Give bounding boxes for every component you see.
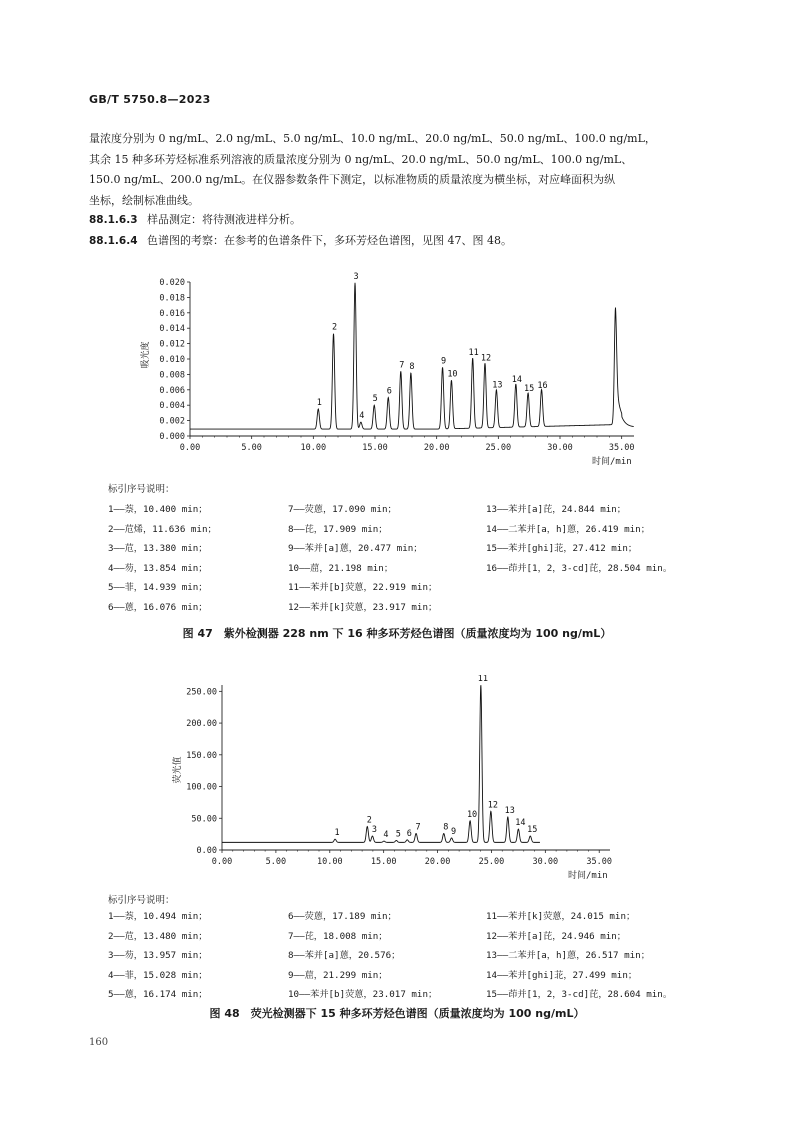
legend-item: 11——苯并[b]荧蒽，22.919 min； [288,582,438,594]
paragraph-line: 量浓度分别为 0 ng/mL、2.0 ng/mL、5.0 ng/mL、10.0 ng/mL、20.0 ng/mL、50.0 ng/mL、100.0 ng/mL， [89,132,656,145]
x-tick-label: 20.00 [424,857,451,867]
peak-label-4: 4 [359,411,365,422]
peak-label-14: 14 [515,818,526,829]
figure-47-caption: 图 47 紫外检测器 228 nm 下 16 种多环芳烃色谱图（质量浓度均为 100 ng/mL） [182,627,612,640]
peak-label-13: 13 [504,806,515,816]
peak-label-9: 9 [440,356,447,367]
peak-label-2: 2 [331,322,338,333]
legend-item: 9——苯并[a]蒽，20.477 min； [288,543,423,555]
y-tick-label: 0.016 [159,308,185,319]
figure-48-chart [0,675,794,889]
y-tick-label: 50.00 [191,814,217,825]
x-tick-label: 5.00 [241,443,262,453]
peak-label-2: 2 [366,815,372,826]
clause-88-1-6-3 [89,211,301,227]
peak-label-8: 8 [409,361,415,372]
x-tick-label: 35.00 [586,857,613,867]
legend-item: 5——菲，14.939 min； [108,582,208,594]
peak-label-15: 15 [527,825,538,836]
legend-item: 2——苊烯，11.636 min； [108,523,217,535]
figure-48-legend-title: 标引序号说明： [108,895,175,906]
figure-47-legend-title: 标引序号说明： [108,484,175,495]
x-tick-label: 20.00 [423,443,450,453]
x-tick-label: 15.00 [362,443,388,453]
paragraph-line: 150.0 ng/mL、200.0 ng/mL。在仪器参数条件下测定，以标准物质的质量浓度为横坐标，对应峰面积为纵 [89,173,616,186]
x-axis-label: 时间/min [592,457,632,467]
clause-number: 88.1.6.3 [89,214,138,226]
legend-item: 14——二苯并[a，h]蒽，26.419 min； [486,523,650,535]
legend-item: 6——蒽，16.076 min； [108,602,208,613]
legend-item: 2——苊，13.480 min； [108,930,208,942]
y-tick-label: 200.00 [186,719,217,730]
chromatogram-trace [222,685,540,842]
figure-48-caption: 图 48 荧光检测器下 15 种多环芳烃色谱图（质量浓度均为 100 ng/mL） [209,1007,585,1020]
legend-item: 1——萘，10.400 min； [108,504,208,515]
y-tick-label: 0.018 [159,293,185,304]
y-tick-label: 0.014 [159,324,185,335]
peak-label-8: 8 [443,822,449,833]
peak-label-7: 7 [399,360,405,371]
clause-number: 88.1.6.4 [89,235,138,247]
clause-text: 色谱图的考察：在参考的色谱条件下，多环芳烃色谱图，见图 47、图 48。 [147,234,512,247]
clause-text: 样品测定：将待测液进样分析。 [147,213,301,226]
peak-label-1: 1 [334,828,340,839]
legend-item: 7——荧蒽，17.090 min； [288,504,397,515]
chromatogram-trace [190,283,634,429]
y-tick-label: 0.002 [159,416,185,427]
legend-item: 12——苯并[a]芘，24.946 min； [486,930,626,942]
legend-item: 8——苯并[a]蒽，20.576； [288,950,401,962]
x-tick-label: 15.00 [370,857,397,867]
chromatogram-fluorescence [0,675,794,885]
peak-label-1: 1 [316,398,322,409]
y-axis-label: 吸光度 [141,341,151,369]
y-tick-label: 100.00 [186,782,217,793]
x-tick-label: 0.00 [179,443,201,453]
clause-88-1-6-4 [89,232,512,248]
y-tick-label: 0.006 [159,385,185,396]
legend-item: 4——菲，15.028 min； [108,969,208,981]
y-tick-label: 0.010 [159,355,185,365]
peak-label-15: 15 [523,384,535,395]
x-tick-label: 5.00 [265,857,287,867]
y-tick-label: 0.004 [159,401,185,412]
peak-label-11: 11 [468,348,479,358]
legend-item: 14——苯并[ghi]苝，27.499 min； [486,969,638,981]
x-axis-label: 时间/min [568,871,608,881]
peak-label-4: 4 [383,830,389,841]
peak-label-6: 6 [406,828,412,839]
paragraph-line: 其余 15 种多环芳烃标准系列溶液的质量浓度分别为 0 ng/mL、20.0 ng/mL、50.0 ng/mL、100.0 ng/mL、 [89,152,633,166]
peak-label-13: 13 [492,380,503,391]
legend-item: 10——苯并[b]荧蒽，23.017 min； [288,989,438,1001]
y-tick-label: 0.008 [159,370,185,381]
legend-item: 12——苯并[k]荧蒽，23.917 min； [288,602,438,613]
x-tick-label: 0.00 [211,857,233,867]
legend-item: 1——萘，10.494 min； [108,911,208,922]
paragraph-line: 坐标，绘制标准曲线。 [89,193,199,207]
x-tick-label: 10.00 [300,443,327,453]
standard-code: GB/T 5750.8—2023 [89,93,211,106]
y-tick-label: 0.000 [159,432,185,442]
y-axis-label: 荧光值 [173,756,183,784]
legend-item: 8——芘，17.909 min； [288,523,388,535]
peak-label-10: 10 [447,369,458,380]
chromatogram-uv [0,270,794,475]
peak-label-12: 12 [487,800,498,811]
legend-item: 13——苯并[a]芘，24.844 min； [486,504,626,515]
legend-item: 13——二苯并[a，h]蒽，26.517 min； [486,950,650,962]
x-tick-label: 10.00 [316,857,343,867]
peak-label-5: 5 [372,394,378,405]
x-tick-label: 25.00 [485,443,512,453]
y-tick-label: 0.00 [196,846,217,856]
peak-label-9: 9 [450,826,457,837]
body-paragraph [89,129,709,211]
legend-item: 5——蒽，16.174 min； [108,989,208,1001]
peak-label-14: 14 [511,374,522,385]
peak-label-7: 7 [415,822,421,833]
peak-label-6: 6 [386,386,392,397]
legend-item: 3——芴，13.957 min； [108,950,208,962]
legend-item: 15——苯并[ghi]苝，27.412 min； [486,543,638,555]
y-tick-label: 0.020 [159,278,185,288]
peak-label-11: 11 [477,675,488,684]
peak-label-16: 16 [537,381,548,392]
legend-item: 6——荧蒽，17.189 min； [288,911,397,922]
legend-item: 11——苯并[k]荧蒽，24.015 min； [486,911,636,922]
y-tick-label: 0.012 [159,339,185,350]
x-tick-label: 30.00 [532,857,559,867]
legend-item: 4——芴，13.854 min； [108,562,208,574]
figure-47-chart [0,270,794,479]
y-tick-label: 250.00 [186,687,217,698]
legend-item: 7——芘，18.008 min； [288,930,388,942]
peak-label-3: 3 [353,271,359,282]
legend-item: 15——茚并[1，2，3-cd]芘，28.604 min。 [486,989,673,1001]
peak-label-10: 10 [466,809,478,820]
peak-label-12: 12 [480,353,492,364]
peak-label-5: 5 [395,829,401,840]
legend-item: 10——䓛，21.198 min； [288,562,394,574]
page-number: 160 [89,1037,109,1048]
peak-label-3: 3 [371,825,377,836]
legend-item: 9——䓛，21.299 min； [288,969,388,981]
x-tick-label: 30.00 [547,443,573,453]
x-tick-label: 35.00 [608,443,635,453]
legend-item: 3——苊，13.380 min； [108,543,208,555]
legend-item: 16——茚并[1，2，3-cd]芘，28.504 min。 [486,562,673,574]
y-tick-label: 150.00 [186,750,217,761]
x-tick-label: 25.00 [478,857,505,867]
